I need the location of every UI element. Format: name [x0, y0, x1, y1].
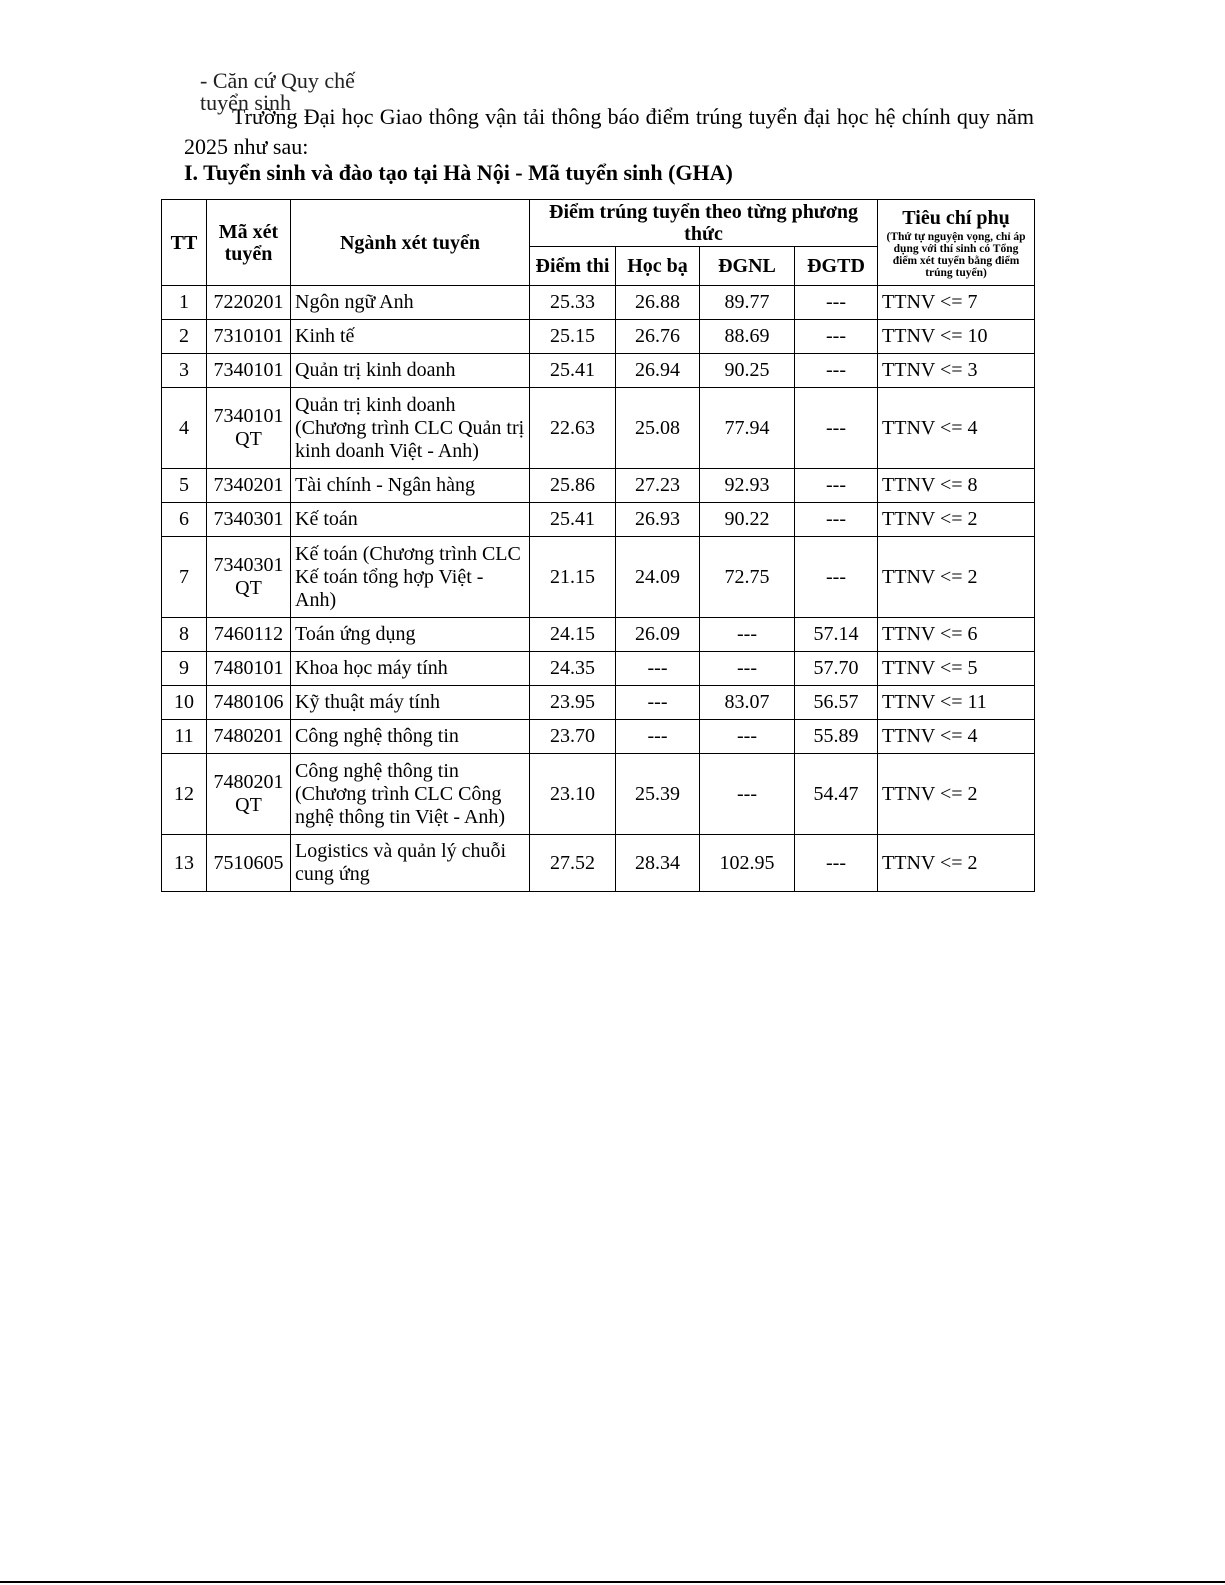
section-heading: I. Tuyển sinh và đào tạo tại Hà Nội - Mã tuyển sinh (GHA): [184, 160, 733, 185]
table-row: [162, 503, 1035, 537]
cell-tt: 10: [162, 686, 207, 720]
cell-transcript: ---: [616, 652, 700, 686]
cell-criteria: TTNV <= 8: [878, 469, 1035, 503]
cell-dgnl: 102.95: [700, 835, 795, 892]
cell-dgnl: 90.25: [700, 354, 795, 388]
cell-transcript: 27.23: [616, 469, 700, 503]
header-row-top: [162, 200, 1035, 247]
cell-tt: 13: [162, 835, 207, 892]
cell-transcript: 26.09: [616, 618, 700, 652]
cell-criteria: TTNV <= 10: [878, 320, 1035, 354]
cell-dgtd: 54.47: [795, 754, 878, 835]
cell-criteria: TTNV <= 2: [878, 754, 1035, 835]
cell-transcript: 26.94: [616, 354, 700, 388]
cell-code: 7340301 QT: [207, 537, 291, 618]
cell-major: Tài chính - Ngân hàng: [291, 469, 530, 503]
cell-major: Công nghệ thông tin: [291, 720, 530, 754]
cell-exam: 23.10: [530, 754, 616, 835]
cut-off-top-line: [200, 68, 390, 115]
cell-criteria: TTNV <= 6: [878, 618, 1035, 652]
cell-dgnl: ---: [700, 720, 795, 754]
cell-transcript: 26.93: [616, 503, 700, 537]
cell-dgtd: 57.14: [795, 618, 878, 652]
table-row: [162, 320, 1035, 354]
page-bottom-rule: [0, 1581, 1225, 1583]
cell-major: Kỹ thuật máy tính: [291, 686, 530, 720]
cell-dgnl: 89.77: [700, 286, 795, 320]
cell-code: 7340201: [207, 469, 291, 503]
cell-code: 7340301: [207, 503, 291, 537]
cell-transcript: 25.39: [616, 754, 700, 835]
cell-dgtd: ---: [795, 503, 878, 537]
cell-code: 7510605: [207, 835, 291, 892]
header-major: Ngành xét tuyển: [291, 200, 530, 286]
cell-tt: 7: [162, 537, 207, 618]
cell-exam: 21.15: [530, 537, 616, 618]
cell-criteria: TTNV <= 4: [878, 388, 1035, 469]
table-row: [162, 537, 1035, 618]
cell-tt: 4: [162, 388, 207, 469]
cell-tt: 2: [162, 320, 207, 354]
cell-dgnl: 72.75: [700, 537, 795, 618]
table-row: [162, 835, 1035, 892]
table-row: [162, 286, 1035, 320]
cell-major: Công nghệ thông tin (Chương trình CLC Công nghệ thông tin Việt - Anh): [291, 754, 530, 835]
cell-code: 7220201: [207, 286, 291, 320]
cell-exam: 25.33: [530, 286, 616, 320]
cell-code: 7480101: [207, 652, 291, 686]
table-row: [162, 652, 1035, 686]
cell-major: Kế toán: [291, 503, 530, 537]
table-row: [162, 354, 1035, 388]
cell-dgnl: ---: [700, 618, 795, 652]
header-code: Mã xét tuyển: [207, 200, 291, 286]
cell-code: 7480201 QT: [207, 754, 291, 835]
header-transcript: Học bạ: [616, 247, 700, 286]
cell-criteria: TTNV <= 2: [878, 537, 1035, 618]
cell-exam: 25.15: [530, 320, 616, 354]
cell-exam: 22.63: [530, 388, 616, 469]
cell-exam: 27.52: [530, 835, 616, 892]
cell-transcript: ---: [616, 686, 700, 720]
cut-off-top-text: - Căn cứ Quy chế tuyển sinh: [200, 68, 355, 115]
cell-dgtd: ---: [795, 320, 878, 354]
cell-transcript: 25.08: [616, 388, 700, 469]
cell-major: Logistics và quản lý chuỗi cung ứng: [291, 835, 530, 892]
header-dgtd: ĐGTD: [795, 247, 878, 286]
table-row: [162, 686, 1035, 720]
cell-dgtd: 56.57: [795, 686, 878, 720]
cell-exam: 23.70: [530, 720, 616, 754]
cell-code: 7340101: [207, 354, 291, 388]
header-dgnl: ĐGNL: [700, 247, 795, 286]
table-row: [162, 720, 1035, 754]
header-method-group: Điểm trúng tuyển theo từng phương thức: [530, 200, 878, 247]
cell-criteria: TTNV <= 11: [878, 686, 1035, 720]
table-row: [162, 754, 1035, 835]
cell-major: Ngôn ngữ Anh: [291, 286, 530, 320]
cell-major: Toán ứng dụng: [291, 618, 530, 652]
cell-exam: 24.15: [530, 618, 616, 652]
cell-dgtd: ---: [795, 835, 878, 892]
cell-exam: 25.41: [530, 354, 616, 388]
cell-criteria: TTNV <= 2: [878, 503, 1035, 537]
cell-criteria: TTNV <= 4: [878, 720, 1035, 754]
cell-exam: 25.41: [530, 503, 616, 537]
cell-major: Kinh tế: [291, 320, 530, 354]
cell-dgnl: 88.69: [700, 320, 795, 354]
admission-score-table: [161, 199, 1035, 892]
cell-tt: 5: [162, 469, 207, 503]
cell-dgtd: ---: [795, 388, 878, 469]
cell-criteria: TTNV <= 5: [878, 652, 1035, 686]
cell-tt: 12: [162, 754, 207, 835]
cell-dgtd: ---: [795, 469, 878, 503]
header-tt: TT: [162, 200, 207, 286]
cell-major: Kế toán (Chương trình CLC Kế toán tổng hợp Việt - Anh): [291, 537, 530, 618]
cell-code: 7460112: [207, 618, 291, 652]
cell-tt: 6: [162, 503, 207, 537]
cell-tt: 3: [162, 354, 207, 388]
cell-transcript: 28.34: [616, 835, 700, 892]
cell-code: 7480106: [207, 686, 291, 720]
cell-major: Quản trị kinh doanh: [291, 354, 530, 388]
cell-dgtd: ---: [795, 286, 878, 320]
intro-paragraph: Trường Đại học Giao thông vận tải thông báo điểm trúng tuyển đại học hệ chính quy năm 2025 như sau:: [184, 104, 1034, 159]
header-criteria-note: (Thứ tự nguyện vọng, chỉ áp dụng với thí sinh có Tổng điểm xét tuyển bằng điểm trúng tuyển): [886, 230, 1026, 279]
cell-exam: 24.35: [530, 652, 616, 686]
cell-transcript: 26.76: [616, 320, 700, 354]
cell-criteria: TTNV <= 2: [878, 835, 1035, 892]
cell-code: 7340101 QT: [207, 388, 291, 469]
cell-code: 7310101: [207, 320, 291, 354]
cell-dgtd: ---: [795, 354, 878, 388]
cell-transcript: ---: [616, 720, 700, 754]
table-row: [162, 469, 1035, 503]
cell-dgnl: ---: [700, 652, 795, 686]
cell-code: 7480201: [207, 720, 291, 754]
cell-dgnl: ---: [700, 754, 795, 835]
cell-major: Quản trị kinh doanh (Chương trình CLC Quản trị kinh doanh Việt - Anh): [291, 388, 530, 469]
cell-dgtd: 57.70: [795, 652, 878, 686]
cell-tt: 11: [162, 720, 207, 754]
cell-tt: 1: [162, 286, 207, 320]
header-criteria: [878, 200, 1035, 286]
cell-exam: 25.86: [530, 469, 616, 503]
cell-dgtd: ---: [795, 537, 878, 618]
table-row: [162, 388, 1035, 469]
cell-tt: 8: [162, 618, 207, 652]
cell-dgnl: 92.93: [700, 469, 795, 503]
cell-criteria: TTNV <= 3: [878, 354, 1035, 388]
cell-exam: 23.95: [530, 686, 616, 720]
cell-dgnl: 90.22: [700, 503, 795, 537]
cell-dgnl: 83.07: [700, 686, 795, 720]
cell-transcript: 26.88: [616, 286, 700, 320]
header-criteria-title: Tiêu chí phụ: [902, 206, 1010, 229]
cell-major: Khoa học máy tính: [291, 652, 530, 686]
cell-dgtd: 55.89: [795, 720, 878, 754]
cell-tt: 9: [162, 652, 207, 686]
cell-dgnl: 77.94: [700, 388, 795, 469]
cell-criteria: TTNV <= 7: [878, 286, 1035, 320]
table-row: [162, 618, 1035, 652]
header-exam: Điểm thi: [530, 247, 616, 286]
cell-transcript: 24.09: [616, 537, 700, 618]
